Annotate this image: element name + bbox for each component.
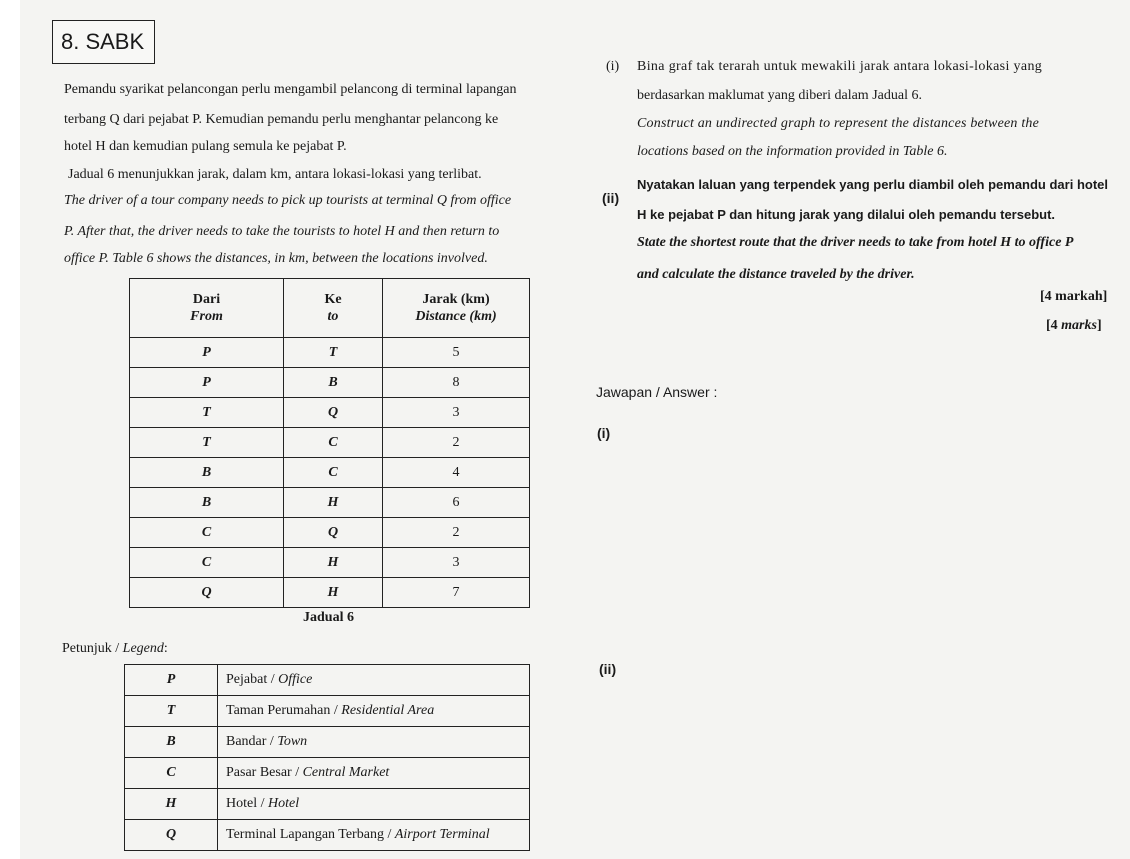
q2-label: (ii) bbox=[602, 190, 620, 206]
legend-value: Pasar Besar / Central Market bbox=[218, 758, 530, 789]
table-row bbox=[130, 368, 530, 398]
cell-from: B bbox=[130, 458, 284, 488]
legend-value: Pejabat / Office bbox=[218, 665, 530, 696]
legend-row bbox=[125, 820, 530, 851]
table-caption: Jadual 6 bbox=[303, 610, 354, 625]
table-row bbox=[130, 548, 530, 578]
intro-en-line-2: P. After that, the driver needs to take the tourists to hotel H and then return to bbox=[64, 224, 500, 239]
answer-space-ii[interactable] bbox=[590, 682, 1110, 852]
cell-to: B bbox=[284, 368, 383, 398]
legend-row bbox=[125, 696, 530, 727]
distance-table-header-row bbox=[130, 279, 530, 338]
legend-value: Hotel / Hotel bbox=[218, 789, 530, 820]
legend-row bbox=[125, 789, 530, 820]
table-row bbox=[130, 428, 530, 458]
intro-bm-line-1: Pemandu syarikat pelancongan perlu mengambil pelancong di terminal lapangan bbox=[64, 82, 517, 97]
cell-distance: 5 bbox=[383, 338, 530, 368]
question-number-box: 8. SABK bbox=[52, 20, 155, 64]
table-row bbox=[130, 338, 530, 368]
q1-bm-line-2: berdasarkan maklumat yang diberi dalam Jadual 6. bbox=[637, 88, 922, 103]
cell-distance: 3 bbox=[383, 548, 530, 578]
header-to: Ke to bbox=[284, 279, 383, 338]
cell-from: P bbox=[130, 338, 284, 368]
legend-key: B bbox=[125, 727, 218, 758]
table-row bbox=[130, 578, 530, 608]
q1-en-line-1: Construct an undirected graph to represent the distances between the bbox=[637, 116, 1040, 131]
marks-bm: [4 markah] bbox=[1040, 289, 1108, 304]
header-from: Dari From bbox=[130, 279, 284, 338]
cell-distance: 2 bbox=[383, 518, 530, 548]
legend-row bbox=[125, 758, 530, 789]
cell-from: B bbox=[130, 488, 284, 518]
answer-label-i: (i) bbox=[597, 425, 611, 441]
answer-space-i[interactable] bbox=[590, 445, 1110, 645]
table-row bbox=[130, 398, 530, 428]
cell-from: C bbox=[130, 548, 284, 578]
intro-en-line-3: office P. Table 6 shows the distances, in km, between the locations involved. bbox=[64, 251, 488, 266]
legend-value: Bandar / Town bbox=[218, 727, 530, 758]
cell-from: T bbox=[130, 398, 284, 428]
legend-table bbox=[124, 664, 530, 851]
table-row bbox=[130, 458, 530, 488]
intro-bm-line-2: terbang Q dari pejabat P. Kemudian pemandu perlu menghantar pelancong ke bbox=[64, 112, 499, 127]
q1-bm-line-1: Bina graf tak terarah untuk mewakili jarak antara lokasi-lokasi yang bbox=[637, 59, 1043, 74]
q2-bm-line-1: Nyatakan laluan yang terpendek yang perlu diambil oleh pemandu dari hotel bbox=[637, 177, 1108, 192]
legend-key: P bbox=[125, 665, 218, 696]
legend-key: H bbox=[125, 789, 218, 820]
cell-from: Q bbox=[130, 578, 284, 608]
cell-to: Q bbox=[284, 518, 383, 548]
legend-key: C bbox=[125, 758, 218, 789]
q2-en-line-1: State the shortest route that the driver needs to take from hotel H to office P bbox=[637, 235, 1074, 250]
cell-distance: 4 bbox=[383, 458, 530, 488]
q1-en-line-2: locations based on the information provided in Table 6. bbox=[637, 144, 948, 159]
intro-bm-line-4: Jadual 6 menunjukkan jarak, dalam km, antara lokasi-lokasi yang terlibat. bbox=[68, 167, 482, 182]
legend-row bbox=[125, 665, 530, 696]
cell-from: C bbox=[130, 518, 284, 548]
answer-heading: Jawapan / Answer : bbox=[596, 384, 718, 400]
legend-key: Q bbox=[125, 820, 218, 851]
cell-to: Q bbox=[284, 398, 383, 428]
q2-bm-line-2: H ke pejabat P dan hitung jarak yang dilalui oleh pemandu tersebut. bbox=[637, 207, 1056, 222]
marks-en: [4 marks] bbox=[1046, 318, 1102, 333]
q1-label: (i) bbox=[606, 59, 620, 74]
cell-to: H bbox=[284, 548, 383, 578]
cell-to: T bbox=[284, 338, 383, 368]
cell-from: T bbox=[130, 428, 284, 458]
cell-distance: 3 bbox=[383, 398, 530, 428]
cell-to: C bbox=[284, 458, 383, 488]
legend-value: Terminal Lapangan Terbang / Airport Terminal bbox=[218, 820, 530, 851]
table-row bbox=[130, 488, 530, 518]
q2-en-line-2: and calculate the distance traveled by the driver. bbox=[637, 267, 915, 282]
legend-title: Petunjuk / Legend: bbox=[62, 641, 168, 656]
answer-label-ii: (ii) bbox=[599, 661, 617, 677]
cell-to: H bbox=[284, 488, 383, 518]
cell-distance: 6 bbox=[383, 488, 530, 518]
cell-distance: 8 bbox=[383, 368, 530, 398]
cell-to: C bbox=[284, 428, 383, 458]
header-distance: Jarak (km) Distance (km) bbox=[383, 279, 530, 338]
cell-distance: 7 bbox=[383, 578, 530, 608]
distance-table bbox=[129, 278, 530, 608]
intro-bm-line-3: hotel H dan kemudian pulang semula ke pejabat P. bbox=[64, 139, 347, 154]
cell-distance: 2 bbox=[383, 428, 530, 458]
legend-value: Taman Perumahan / Residential Area bbox=[218, 696, 530, 727]
cell-to: H bbox=[284, 578, 383, 608]
legend-key: T bbox=[125, 696, 218, 727]
intro-en-line-1: The driver of a tour company needs to pick up tourists at terminal Q from office bbox=[64, 193, 512, 208]
table-row bbox=[130, 518, 530, 548]
legend-row bbox=[125, 727, 530, 758]
cell-from: P bbox=[130, 368, 284, 398]
